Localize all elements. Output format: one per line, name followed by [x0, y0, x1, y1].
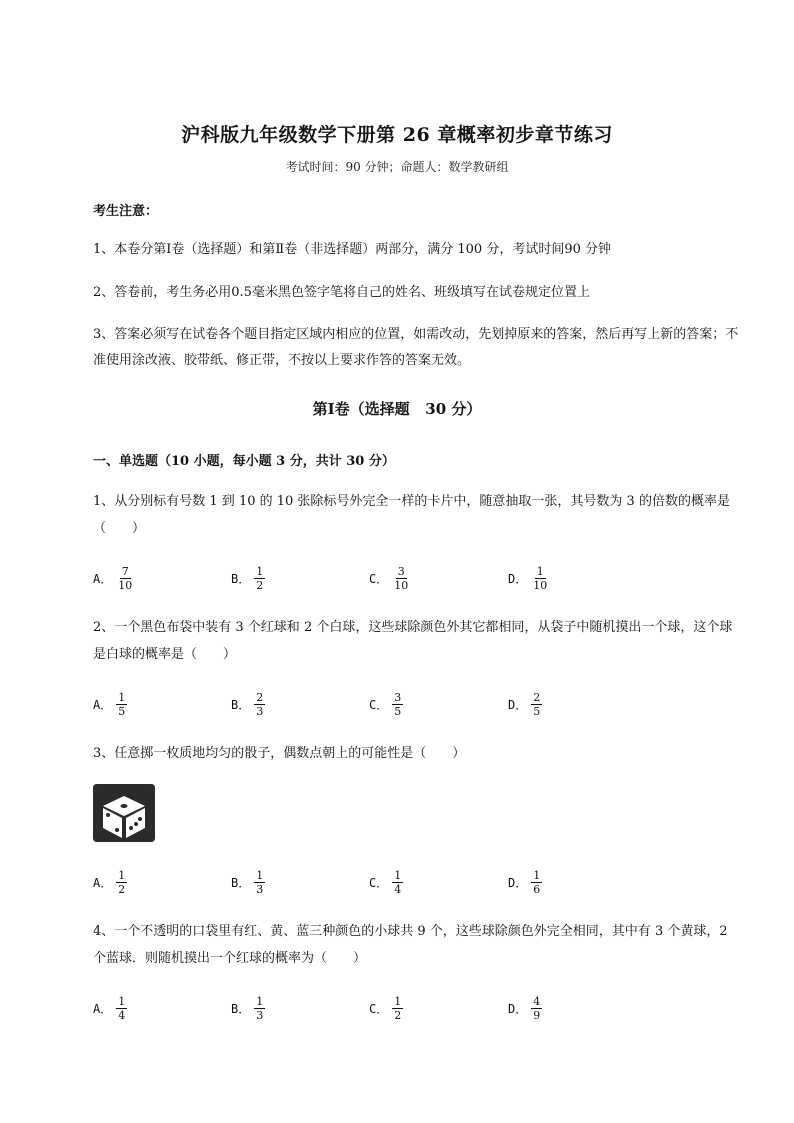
- question-1-text: 1、从分别标有号数 1 到 10 的 10 张除标号外完全一样的卡片中，随意抽取一张，其号数为 3 的倍数的概率是（ ）: [93, 494, 730, 536]
- fraction: [254, 691, 265, 718]
- notice-item: 1、本卷分第Ⅰ卷（选择题）和第Ⅱ卷（非选择题）两部分，满分 100 分，考试时间90 分钟: [93, 242, 611, 257]
- numerator: 1: [118, 690, 126, 704]
- option-a: [93, 687, 127, 721]
- numerator: 1: [118, 868, 126, 882]
- option-label: D．: [508, 1001, 528, 1016]
- fraction: [392, 691, 403, 718]
- denominator: 4: [394, 882, 402, 896]
- option-label: A．: [93, 697, 113, 712]
- option-a: [93, 991, 127, 1025]
- option-b: [231, 865, 265, 899]
- option-label: B．: [231, 571, 251, 586]
- option-label: D．: [508, 571, 528, 586]
- option-d: [508, 865, 542, 899]
- option-label: D．: [508, 875, 528, 890]
- denominator: 4: [118, 1008, 126, 1022]
- numerator: 2: [256, 690, 264, 704]
- denominator: 5: [533, 704, 541, 718]
- denominator: 3: [256, 704, 264, 718]
- exam-info: 考试时间：90 分钟；命题人：数学教研组: [285, 160, 509, 174]
- denominator: 10: [118, 578, 133, 592]
- option-d: [508, 561, 549, 595]
- fraction: [392, 869, 403, 896]
- fraction: [531, 565, 549, 592]
- question-3-text: 3、任意掷一枚质地均匀的骰子，偶数点朝上的可能性是（ ）: [93, 746, 466, 761]
- fraction: [116, 995, 127, 1022]
- numerator: 1: [256, 994, 264, 1008]
- denominator: 2: [256, 578, 264, 592]
- question-4-text: 4、一个不透明的口袋里有红、黄、蓝三种颜色的小球共 9 个，这些球除颜色外完全相同，其中有 3 个黄球，2 个蓝球．则随机摸出一个红球的概率为（ ）: [93, 924, 728, 966]
- denominator: 6: [533, 882, 541, 896]
- option-label: C．: [369, 697, 389, 712]
- numerator: 1: [533, 868, 541, 882]
- denominator: 5: [118, 704, 126, 718]
- option-label: C．: [369, 1001, 389, 1016]
- fraction: [116, 691, 127, 718]
- question-2-options: [93, 687, 653, 721]
- fraction: [531, 691, 542, 718]
- part-heading: 一、单选题（10 小题，每小题 3 分，共计 30 分）: [93, 454, 395, 469]
- question-2-text: 2、一个黑色布袋中装有 3 个红球和 2 个白球，这些球除颜色外其它都相同，从袋子中随机摸出一个球，这个球是白球的概率是（ ）: [93, 620, 733, 662]
- numerator: 3: [394, 690, 402, 704]
- option-label: A．: [93, 1001, 113, 1016]
- numerator: 1: [394, 994, 402, 1008]
- option-c: [369, 991, 403, 1025]
- option-d: [508, 991, 542, 1025]
- fraction: [392, 995, 403, 1022]
- option-label: A．: [93, 571, 113, 586]
- fraction: [531, 869, 542, 896]
- option-label: B．: [231, 875, 251, 890]
- option-b: [231, 991, 265, 1025]
- option-c: [369, 865, 403, 899]
- option-b: [231, 561, 265, 595]
- fraction: [116, 565, 134, 592]
- option-c: [369, 561, 410, 595]
- option-label: D．: [508, 697, 528, 712]
- numerator: 4: [533, 994, 541, 1008]
- denominator: 5: [394, 704, 402, 718]
- option-a: [93, 561, 134, 595]
- notice-heading: 考生注意：: [93, 204, 159, 219]
- fraction: [254, 869, 265, 896]
- numerator: 1: [256, 868, 264, 882]
- denominator: 2: [394, 1008, 402, 1022]
- numerator: 1: [256, 564, 264, 578]
- fraction: [254, 565, 265, 592]
- option-label: A．: [93, 875, 113, 890]
- page-title: 沪科版九年级数学下册第 26 章概率初步章节练习: [181, 124, 613, 146]
- numerator: 1: [118, 994, 126, 1008]
- dice-icon: [93, 784, 155, 842]
- question-3-options: [93, 865, 653, 899]
- numerator: 1: [536, 564, 544, 578]
- numerator: 3: [397, 564, 405, 578]
- option-label: B．: [231, 1001, 251, 1016]
- numerator: 2: [533, 690, 541, 704]
- denominator: 3: [256, 1008, 264, 1022]
- option-label: C．: [369, 875, 389, 890]
- notice-item: 3、答案必须写在试卷各个题目指定区域内相应的位置，如需改动，先划掉原来的答案，然后再写上新的答案；不准使用涂改液、胶带纸、修正带，不按以上要求作答的答案无效。: [93, 327, 739, 368]
- denominator: 9: [533, 1008, 541, 1022]
- notice-item: 2、答卷前，考生务必用0.5毫米黑色签字笔将自己的姓名、班级填写在试卷规定位置上: [93, 285, 590, 300]
- option-label: C．: [369, 571, 389, 586]
- question-1-options: [93, 561, 653, 595]
- fraction: [254, 995, 265, 1022]
- fraction: [531, 995, 542, 1022]
- numerator: 7: [121, 564, 129, 578]
- option-c: [369, 687, 403, 721]
- option-b: [231, 687, 265, 721]
- question-4-options: [93, 991, 653, 1025]
- denominator: 10: [394, 578, 409, 592]
- option-d: [508, 687, 542, 721]
- section-title: 第Ⅰ卷（选择题 30 分）: [312, 400, 482, 418]
- numerator: 1: [394, 868, 402, 882]
- fraction: [392, 565, 410, 592]
- denominator: 2: [118, 882, 126, 896]
- fraction: [116, 869, 127, 896]
- option-label: B．: [231, 697, 251, 712]
- denominator: 3: [256, 882, 264, 896]
- denominator: 10: [533, 578, 548, 592]
- option-a: [93, 865, 127, 899]
